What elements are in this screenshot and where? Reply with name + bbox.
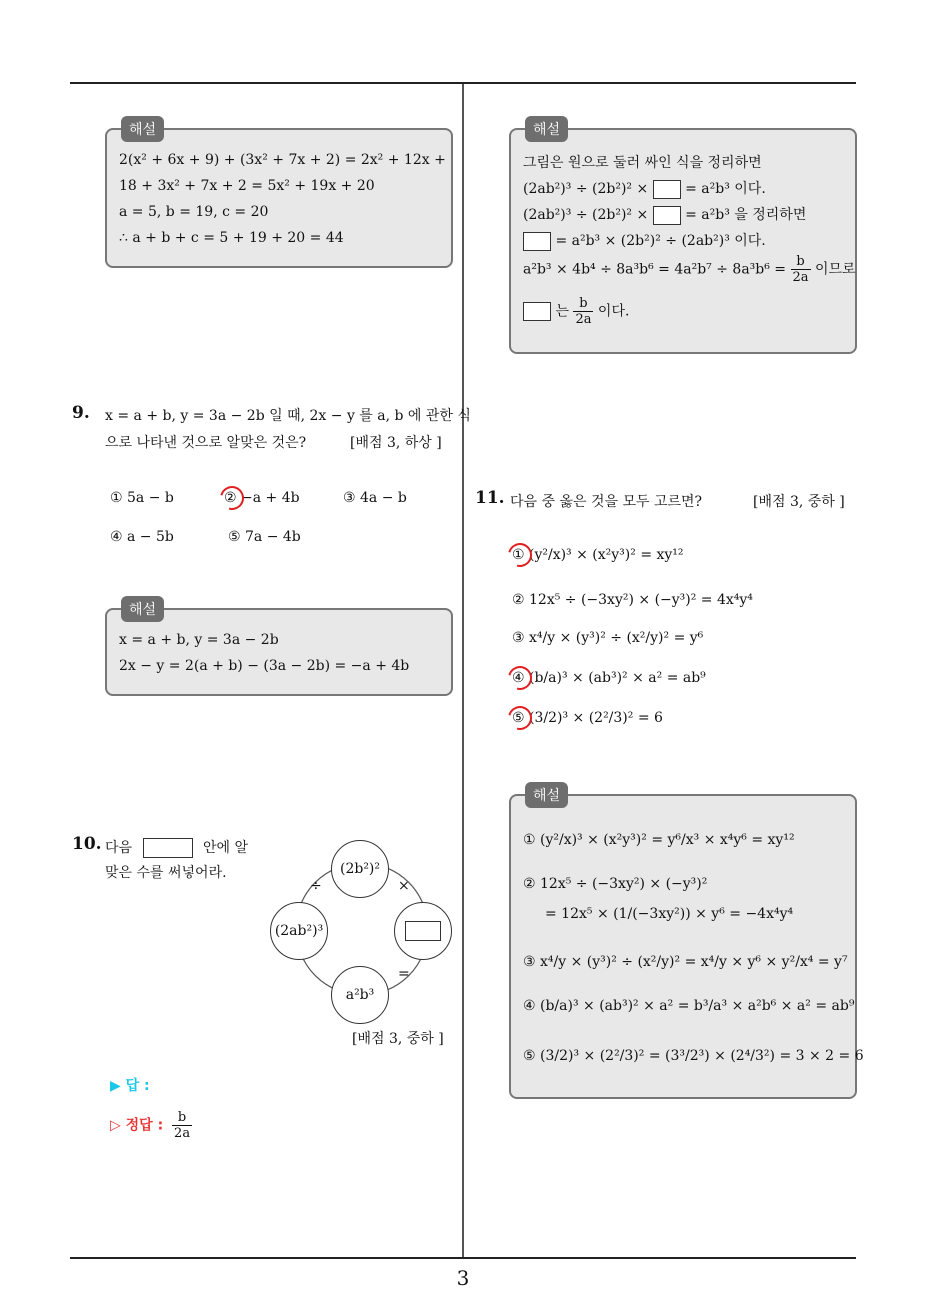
q9-answer-circle — [216, 482, 249, 515]
q10-correct-fraction — [172, 1110, 192, 1141]
q11-answer-circle-5 — [504, 702, 537, 735]
q10-sol-line-5a: a²b³ × 4b⁴ ÷ 8a³b⁶ = 4a²b⁷ ÷ 8a³b⁶ = — [523, 261, 787, 278]
q10-node-bottom-label: a²b³ — [345, 987, 375, 1003]
q10-sol-frac2-num: b — [573, 296, 593, 312]
q10-solution-box — [509, 122, 857, 354]
q10-sol-line-2b: = a²b³ 이다. — [685, 181, 766, 197]
q9-number: 9. — [72, 403, 90, 423]
q11-answer-circle-4 — [504, 662, 537, 695]
q11-score: [배점 3, 중하 ] — [753, 494, 845, 510]
q8-sol-line-3: a = 5, b = 19, c = 20 — [119, 204, 269, 220]
q10-sol-line-2a: (2ab²)³ ÷ (2b²)² × — [523, 181, 649, 197]
q10-sol-line-5b: 이므로 — [814, 261, 856, 278]
q11-sol-line-2: ② 12x⁵ ÷ (−3xy²) × (−y³)² — [523, 876, 708, 892]
q10-node-top — [331, 840, 389, 898]
q9-text-line-1: x = a + b, y = 3a − 2b 일 때, 2x − y 를 a, b 에 관한 식 — [105, 408, 471, 424]
q10-sol-line-5 — [523, 254, 856, 285]
q10-text-b: 안에 알 — [202, 840, 248, 856]
q11-text: 다음 중 옳은 것을 모두 고르면? — [510, 494, 703, 510]
q10-op-divide: ÷ — [310, 878, 322, 894]
q10-node-right — [394, 902, 452, 960]
q10-number: 10. — [72, 834, 102, 854]
page-number: 3 — [456, 1266, 470, 1290]
q11-sol-line-3: = 12x⁵ × (1/(−3xy²)) × y⁶ = −4x⁴y⁴ — [545, 906, 794, 922]
q10-sol-line-4-text: = a²b³ × (2b²)² ÷ (2ab²)³ 이다. — [555, 233, 766, 249]
q10-node-left — [270, 902, 328, 960]
q10-correct-label: ▷ 정답 : — [110, 1117, 164, 1134]
solution-label: 해설 — [525, 782, 568, 808]
q9-solution-box — [105, 602, 453, 696]
q10-node-bottom — [331, 966, 389, 1024]
q9-option-5[interactable]: ⑤ 7a − 4b — [228, 529, 301, 545]
q10-op-multiply: × — [398, 878, 410, 894]
q10-node-left-label: (2ab²)³ — [274, 923, 324, 939]
q11-answer-circle-1 — [504, 539, 537, 572]
q8-sol-line-1: 2(x² + 6x + 9) + (3x² + 7x + 2) = 2x² + 12x + — [119, 152, 446, 168]
q10-text-a: 다음 — [105, 840, 133, 856]
q10-answer-label: ▶ 답 : — [110, 1078, 150, 1094]
q10-sol-line-3 — [523, 204, 806, 225]
q9-option-2[interactable]: ② −a + 4b — [224, 490, 300, 506]
q11-option-2[interactable]: ② 12x⁵ ÷ (−3xy²) × (−y³)² = 4x⁴y⁴ — [512, 592, 753, 608]
q10-sol-line-3a: (2ab²)³ ÷ (2b²)² × — [523, 207, 649, 223]
q10-sol-line-2 — [523, 178, 766, 199]
q10-blank-box — [143, 838, 193, 858]
q8-solution-box — [105, 122, 453, 268]
q11-sol-line-4: ③ x⁴/y × (y³)² ÷ (x²/y)² = x⁴/y × y⁶ × y²/x⁴ = y⁷ — [523, 954, 848, 970]
q11-option-1[interactable]: ① (y²/x)³ × (x²y³)² = xy¹² — [512, 547, 684, 563]
solution-label: 해설 — [121, 116, 164, 142]
q10-sol-fraction-2 — [573, 296, 593, 327]
q11-number: 11. — [475, 488, 505, 508]
q10-sol-frac-den: 2a — [792, 270, 809, 285]
bottom-rule — [70, 1257, 856, 1259]
q10-diagram — [270, 838, 460, 1018]
q9-option-1[interactable]: ① 5a − b — [110, 490, 174, 506]
q9-text-line-2: 으로 나타낸 것으로 알맞은 것은? — [105, 435, 307, 451]
q9-score: [배점 3, 하상 ] — [350, 435, 442, 451]
q10-node-top-label: (2b²)² — [339, 861, 381, 877]
q10-sol-line-6a: 는 — [555, 303, 569, 320]
q11-option-5[interactable]: ⑤ (3/2)³ × (2²/3)² = 6 — [512, 710, 663, 726]
q10-score: [배점 3, 중하 ] — [352, 1031, 444, 1047]
q10-sol-line-6 — [523, 296, 629, 327]
q10-correct-numerator: b — [172, 1110, 192, 1126]
q10-sol-line-6b: 이다. — [597, 303, 630, 320]
q11-sol-line-1: ① (y²/x)³ × (x²y³)² = y⁶/x³ × x⁴y⁶ = xy¹² — [523, 832, 795, 848]
q11-solution-box — [509, 788, 864, 1099]
q10-correct-denominator: 2a — [174, 1126, 191, 1141]
solution-label: 해설 — [525, 116, 568, 142]
q11-option-3[interactable]: ③ x⁴/y × (y³)² ÷ (x²/y)² = y⁶ — [512, 630, 704, 646]
q10-node-right-blank — [405, 921, 441, 941]
q9-option-3[interactable]: ③ 4a − b — [343, 490, 407, 506]
q11-sol-line-6: ⑤ (3/2)³ × (2²/3)² = (3³/2³) × (2⁴/3²) = 3 × 2 = 6 — [523, 1048, 864, 1064]
q10-sol-blank — [523, 232, 551, 251]
q10-sol-line-3b: = a²b³ 을 정리하면 — [685, 207, 807, 223]
q11-option-4[interactable]: ④ (b/a)³ × (ab³)² × a² = ab⁹ — [512, 670, 706, 686]
q10-correct-answer — [110, 1110, 192, 1141]
q10-sol-blank — [523, 302, 551, 321]
q10-sol-frac-num: b — [791, 254, 811, 270]
q11-sol-line-5: ④ (b/a)³ × (ab³)² × a² = b³/a³ × a²b⁶ × a² = ab⁹ — [523, 998, 855, 1014]
q10-text-line-1 — [105, 837, 248, 858]
q9-sol-line-1: x = a + b, y = 3a − 2b — [119, 632, 279, 648]
q9-sol-line-2: 2x − y = 2(a + b) − (3a − 2b) = −a + 4b — [119, 658, 410, 674]
q9-option-4[interactable]: ④ a − 5b — [110, 529, 174, 545]
q8-sol-line-2: 18 + 3x² + 7x + 2 = 5x² + 19x + 20 — [119, 178, 375, 194]
q10-sol-line-1: 그림은 원으로 둘러 싸인 식을 정리하면 — [523, 155, 762, 171]
q10-sol-blank — [653, 180, 681, 199]
q10-sol-blank — [653, 206, 681, 225]
q10-sol-frac2-den: 2a — [575, 312, 592, 327]
q10-sol-line-4 — [523, 230, 766, 251]
q10-op-equals: = — [398, 966, 410, 982]
solution-label: 해설 — [121, 596, 164, 622]
column-divider — [462, 84, 464, 1258]
q8-sol-line-4: ∴ a + b + c = 5 + 19 + 20 = 44 — [119, 230, 344, 246]
q10-sol-fraction — [791, 254, 811, 285]
q10-text-line-2: 맞은 수를 써넣어라. — [105, 865, 227, 881]
